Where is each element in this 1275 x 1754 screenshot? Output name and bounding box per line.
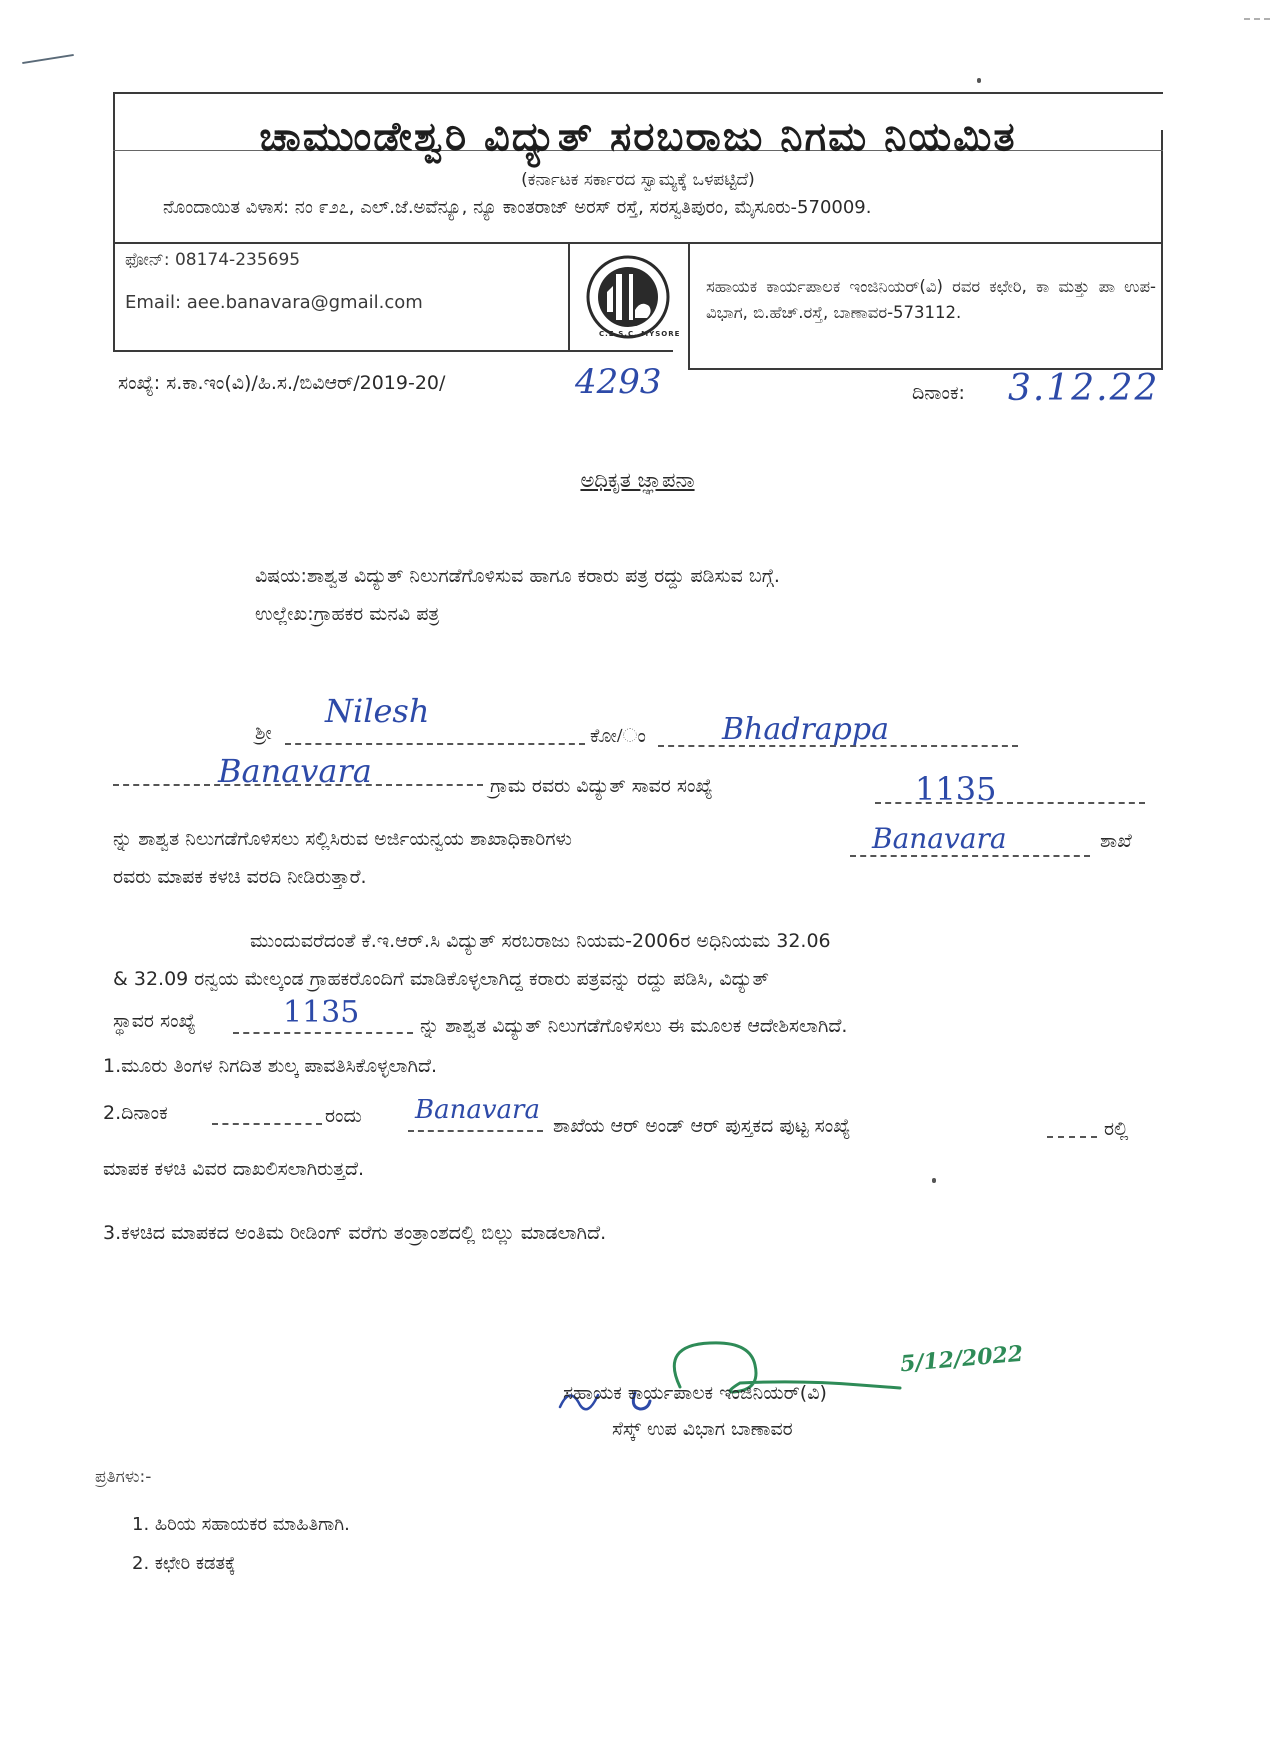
father-name-handwritten: Bhadrappa [722,712,889,747]
logo-caption: C.E.S.C. MYSORE [599,330,681,338]
point-2-line-2: ಮಾಪಕ ಕಳಚಿ ವಿವರ ದಾಖಲಿಸಲಾಗಿರುತ್ತದೆ. [103,1158,365,1180]
section-office-handwritten: Banavara [872,822,1007,855]
para2-line-2: & 32.09 ರನ್ವಯ ಮೇಲ್ಕಂಡ ಗ್ರಾಹಕರೊಂದಿಗೆ ಮಾಡಿಕೊಳ್ಳಲಾಗಿದ್ದ ಕರಾರು ಪತ್ರವನ್ನು ರದ್ದು ಪಡಿಸಿ, ವಿದ್ಯುತ್ [113,968,769,990]
point-2-prefix: 2.ದಿನಾಂಕ [103,1102,168,1124]
copy-item: 2. ಕಛೇರಿ ಕಡತಕ್ಕೆ [132,1553,236,1574]
installation-number-2-handwritten: 1135 [283,995,360,1030]
section-blank [850,855,1090,857]
para2-line-1: ಮುಂದುವರೆದಂತೆ ಕೆ.ಇ.ಆರ್.ಸಿ ವಿದ್ಯುತ್ ಸರಬರಾಜು ನಿಯಮ-2006ರ ಅಧಿನಿಯಮ 32.06 [250,930,831,952]
signatory-designation: ಸಹಾಯಕ ಕಾರ್ಯಪಾಲಕ ಇಂಜಿನಿಯರ್(ವಿ) [563,1382,827,1404]
section-blank-2 [408,1130,543,1132]
point-1: 1.ಮೂರು ತಿಂಗಳ ನಿಗದಿತ ಶುಲ್ಕ ಪಾವತಿಸಿಕೊಳ್ಳಲಾಗಿದೆ. [103,1055,438,1077]
scan-corner-mark [1244,8,1270,20]
scan-dot [977,78,981,83]
date-handwritten: 3.12.22 [1008,368,1160,409]
point-2-office-handwritten: Banavara [415,1095,540,1125]
body-line-4: ರವರು ಮಾಪಕ ಕಳಚಿ ವರದಿ ನೀಡಿರುತ್ತಾರೆ. [113,866,367,888]
organization-name: ಚಾಮುಂಡೇಶ್ವರಿ ವಿದ್ಯುತ್ ಸರಬರಾಜು ನಿಗಮ ನಿಯಮಿತ [259,114,1017,160]
para2-line-3-prefix: ಸ್ಥಾವರ ಸಂಖ್ಯೆ [113,1010,196,1032]
name-blank [285,743,585,745]
section-label: ಶಾಖೆ [1100,830,1132,852]
letterhead [113,92,1163,372]
copy-item: 1. ಹಿರಿಯ ಸಹಾಯಕರ ಮಾಹಿತಿಗಾಗಿ. [132,1514,350,1535]
point-2-end: ರಲ್ಲಿ [1104,1118,1129,1140]
email-address: Email: aee.banavara@gmail.com [125,292,423,313]
phone-number: ಫೋನ್: 08174-235695 [125,250,301,270]
reference-number-prefix: ಸಂಖ್ಯೆ: ಸ.ಕಾ.ಇಂ(ವಿ)/ಹಿ.ಸ./ಬಿವಿಆರ್/2019-20/ [118,372,446,394]
village-handwritten: Banavara [218,752,372,790]
signatory-office: ಸೆಸ್ಕ್ ಉಪ ವಿಭಾಗ ಬಾಣಾವರ [612,1418,793,1440]
organization-subtitle: (ಕರ್ನಾಟಕ ಸರ್ಕಾರದ ಸ್ವಾಮ್ಯಕ್ಕೆ ಒಳಪಟ್ಟಿದೆ) [521,170,755,190]
body-line-3: ನ್ನು ಶಾಶ್ವತ ನಿಲುಗಡೆಗೊಳಿಸಲು ಸಲ್ಲಿಸಿರುವ ಅರ್ಜಿಯನ್ವಯ ಶಾಖಾಧಿಕಾರಿಗಳು [113,828,572,850]
date-label: ದಿನಾಂಕ: [912,382,965,404]
memo-reference: ಉಲ್ಲೇಖ:ಗ್ರಾಹಕರ ಮನವಿ ಪತ್ರ [255,603,440,625]
scan-dot [932,1178,936,1183]
point-2-randu: ರಂದು [325,1105,362,1127]
reference-number-handwritten: 4293 [575,362,662,402]
copies-label: ಪ್ರತಿಗಳು:- [95,1467,152,1487]
village-suffix-text: ಗ್ರಾಮ ರವರು ವಿದ್ಯುತ್ ಸಾವರ ಸಂಖ್ಯೆ [490,775,713,797]
care-of-label: ಕೋ/ಂ [590,725,646,747]
signature-date: 5/12/2022 [899,1340,1025,1378]
date-blank [212,1123,322,1125]
cesc-logo-icon [583,252,673,342]
page-number-blank [1047,1136,1097,1138]
point-2-suffix: ಶಾಖೆಯ ಆರ್ ಅಂಡ್ ಆರ್ ಪುಸ್ತಕದ ಪುಟ್ಟ ಸಂಖ್ಯೆ [553,1115,851,1137]
registered-address: ನೊಂದಾಯಿತ ವಿಳಾಸ: ನಂ ೯೨೭, ಎಲ್.ಜೆ.ಅವೆನ್ಯೂ, ನ್ಯೂ ಕಾಂತರಾಜ್ ಅರಸ್ ರಸ್ತೆ, ಸರಸ್ವತಿಪುರಂ, ಮೈಸೂರು-570009. [163,197,872,218]
office-address: ಸಹಾಯಕ ಕಾರ್ಯಪಾಲಕ ಇಂಜಿನಿಯರ್(ವಿ) ರವರ ಕಛೇರಿ, ಕಾ ಮತ್ತು ಪಾ ಉಪ-ವಿಭಾಗ, ಬಿ.ಹೆಚ್.ರಸ್ತೆ, ಬಾಣಾವರ-573112. [706,277,1156,322]
customer-name-handwritten: Nilesh [325,692,430,730]
point-3: 3.ಕಳಚಿದ ಮಾಪಕದ ಅಂತಿಮ ರೀಡಿಂಗ್ ವರೆಗು ತಂತ್ರಾಂಶದಲ್ಲಿ ಬಿಲ್ಲು ಮಾಡಲಾಗಿದೆ. [103,1222,607,1244]
memo-title: ಅಧಿಕೃತ ಜ್ಞಾಪನಾ [580,468,695,492]
installation-blank-2 [233,1032,413,1034]
scan-mark [22,54,74,64]
shri-label: ಶ್ರೀ [255,722,272,744]
installation-number-handwritten: 1135 [915,770,997,808]
memo-subject: ವಿಷಯ:ಶಾಶ್ವತ ವಿದ್ಯುತ್ ನಿಲುಗಡೆಗೊಳಿಸುವ ಹಾಗೂ ಕರಾರು ಪತ್ರ ರದ್ದು ಪಡಿಸುವ ಬಗ್ಗೆ. [255,565,780,587]
para2-line-3-suffix: ನ್ನು ಶಾಶ್ವತ ವಿದ್ಯುತ್ ನಿಲುಗಡೆಗೊಳಿಸಲು ಈ ಮೂಲಕ ಆದೇಶಿಸಲಾಗಿದೆ. [420,1015,848,1037]
